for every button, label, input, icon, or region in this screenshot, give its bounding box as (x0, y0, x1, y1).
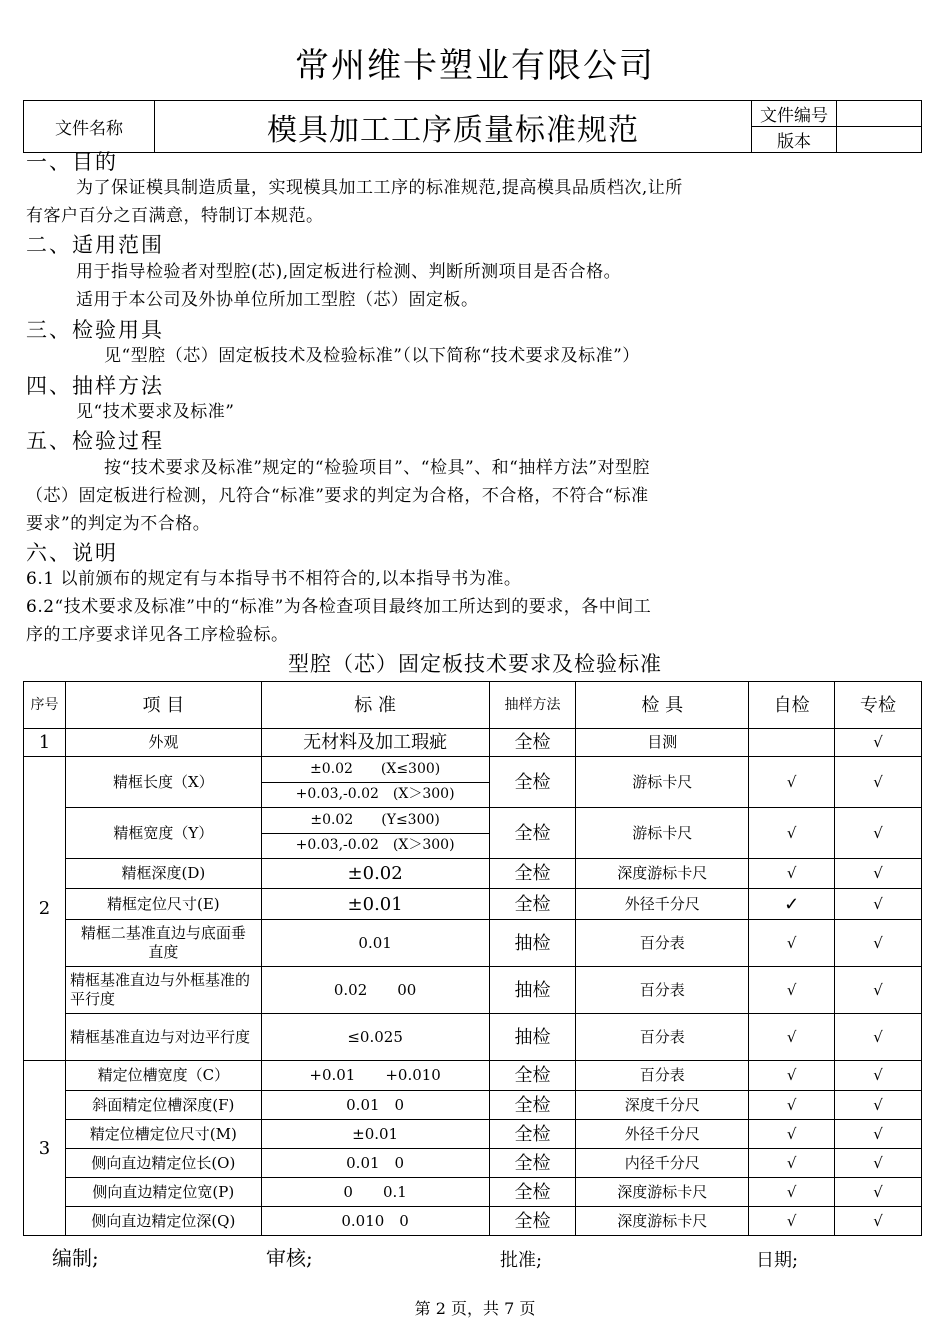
standard-line-2: +0.03,-0.02 (X＞300) (262, 782, 489, 808)
standard-cell: 0.01 0 (261, 1149, 489, 1178)
gauge-cell: 深度游标卡尺 (576, 859, 749, 889)
sampling-cell: 全检 (489, 1149, 576, 1178)
section-2-line-2: 适用于本公司及外协单位所加工型腔（芯）固定板。 (76, 290, 479, 310)
item-cell: 侧向直边精定位长(O) (65, 1149, 261, 1178)
file-name-label: 文件名称 (24, 101, 155, 153)
table-row (24, 729, 922, 757)
gauge-cell: 百分表 (576, 920, 749, 967)
item-cell: 精框基准直边与对边平行度 (65, 1014, 261, 1061)
standard-cell: 0.01 0 (261, 1091, 489, 1120)
special-check-cell: √ (835, 729, 922, 757)
section-1-line-1: 为了保证模具制造质量，实现模具加工工序的标准规范,提高模具品质档次,让所 (76, 178, 683, 198)
gauge-cell: 外径千分尺 (576, 889, 749, 920)
document-title: 模具加工工序质量标准规范 (155, 101, 752, 153)
section-5-line-1: 按“技术要求及标准”规定的“检验项目”、“检具”、和“抽样方法”对型腔 (104, 458, 651, 478)
gauge-cell: 游标卡尺 (576, 757, 749, 808)
standard-cell: 0 0.1 (261, 1178, 489, 1207)
special-check-cell: √ (835, 757, 922, 808)
header-sampling: 抽样方法 (489, 682, 576, 729)
doc-no-label: 文件编号 (752, 101, 837, 127)
version-value (837, 127, 922, 153)
section-6-line-1: 6.1 以前颁布的规定有与本指导书不相符合的,以本指导书为准。 (26, 569, 522, 589)
section-4-line-1: 见“技术要求及标准” (76, 402, 235, 422)
table-row (24, 889, 922, 920)
standard-cell (261, 757, 489, 808)
section-5-line-3: 要求”的判定为不合格。 (26, 514, 211, 534)
item-cell: 精定位槽定位尺寸(M) (65, 1120, 261, 1149)
gauge-cell: 深度游标卡尺 (576, 1178, 749, 1207)
sampling-cell: 抽检 (489, 1014, 576, 1061)
table-row (24, 859, 922, 889)
special-check-cell: √ (835, 1207, 922, 1236)
standard-line-2: +0.03,-0.02 (X＞300) (262, 833, 489, 859)
standard-cell: 无材料及加工瑕疵 (261, 729, 489, 757)
self-check-cell: √ (749, 1091, 835, 1120)
self-check-cell: √ (749, 920, 835, 967)
section-1-line-2: 有客户百分之百满意，特制订本规范。 (26, 206, 324, 226)
sampling-cell: 抽检 (489, 920, 576, 967)
standard-line-1: ±0.02 (Y≤300) (310, 811, 440, 828)
special-check-cell: √ (835, 1014, 922, 1061)
sampling-cell: 全检 (489, 1061, 576, 1091)
gauge-cell: 目测 (576, 729, 749, 757)
company-name: 常州维卡塑业有限公司 (295, 46, 655, 86)
item-cell: 精框基准直边与外框基准的平行度 (65, 967, 261, 1014)
table-row (24, 967, 922, 1014)
table-row (24, 1091, 922, 1120)
section-6-title: 六、说明 (26, 541, 118, 565)
sampling-cell: 全检 (489, 859, 576, 889)
special-check-cell: √ (835, 1061, 922, 1091)
item-cell: 斜面精定位槽深度(F) (65, 1091, 261, 1120)
special-check-cell: √ (835, 859, 922, 889)
standard-cell: 0.02 00 (261, 967, 489, 1014)
sampling-cell: 全检 (489, 1207, 576, 1236)
gauge-cell: 百分表 (576, 1061, 749, 1091)
header-seq: 序号 (24, 682, 66, 729)
special-check-cell: √ (835, 967, 922, 1014)
document-header-table (23, 100, 922, 153)
item-cell: 精框宽度（Y） (65, 808, 261, 859)
self-check-cell: √ (749, 1014, 835, 1061)
special-check-cell: √ (835, 920, 922, 967)
header-self-check: 自检 (749, 682, 835, 729)
special-check-cell: √ (835, 1120, 922, 1149)
prepared-by-label: 编制; (52, 1246, 99, 1270)
gauge-cell: 百分表 (576, 967, 749, 1014)
gauge-cell: 游标卡尺 (576, 808, 749, 859)
self-check-cell: √ (749, 859, 835, 889)
item-cell: 外观 (65, 729, 261, 757)
gauge-cell: 内径千分尺 (576, 1149, 749, 1178)
sampling-cell: 全检 (489, 757, 576, 808)
self-check-cell: ✓ (749, 889, 835, 920)
self-check-cell: √ (749, 1207, 835, 1236)
version-label: 版本 (752, 127, 837, 153)
section-5-line-2: （芯）固定板进行检测，凡符合“标准”要求的判定为合格，不合格，不符合“标准 (26, 486, 649, 506)
special-check-cell: √ (835, 1149, 922, 1178)
sampling-cell: 全检 (489, 1178, 576, 1207)
approved-by-label: 批准; (500, 1250, 543, 1271)
section-3-line-1: 见“型腔（芯）固定板技术及检验标准”（以下简称“技术要求及标准”） (104, 346, 640, 366)
self-check-cell: √ (749, 808, 835, 859)
header-standard: 标 准 (261, 682, 489, 729)
self-check-cell: √ (749, 1178, 835, 1207)
table-row (24, 1178, 922, 1207)
self-check-cell: √ (749, 1061, 835, 1091)
self-check-cell: √ (749, 1120, 835, 1149)
gauge-cell: 深度千分尺 (576, 1091, 749, 1120)
table-row (24, 920, 922, 967)
section-6-line-3: 序的工序要求详见各工序检验标。 (26, 625, 289, 645)
section-2-line-1: 用于指导检验者对型腔(芯),固定板进行检测、判断所测项目是否合格。 (76, 262, 622, 282)
standard-cell: ≤0.025 (261, 1014, 489, 1061)
table-row (24, 1014, 922, 1061)
section-3-title: 三、检验用具 (26, 318, 164, 342)
table-row (24, 1061, 922, 1091)
standard-cell: 0.010 0 (261, 1207, 489, 1236)
seq-cell: 1 (24, 729, 66, 757)
section-4-title: 四、抽样方法 (26, 374, 164, 398)
seq-cell: 3 (24, 1061, 66, 1236)
special-check-cell: √ (835, 1091, 922, 1120)
date-label: 日期; (756, 1250, 799, 1271)
self-check-cell: √ (749, 1149, 835, 1178)
doc-no-value (837, 101, 922, 127)
section-6-line-2: 6.2“技术要求及标准”中的“标准”为各检查项目最终加工所达到的要求，各中间工 (26, 597, 652, 617)
gauge-cell: 外径千分尺 (576, 1120, 749, 1149)
item-cell: 精定位槽宽度（C） (65, 1061, 261, 1091)
gauge-cell: 百分表 (576, 1014, 749, 1061)
standard-table-title: 型腔（芯）固定板技术要求及检验标准 (288, 652, 662, 676)
sampling-cell: 全检 (489, 1091, 576, 1120)
table-header-row (24, 682, 922, 729)
special-check-cell: √ (835, 889, 922, 920)
standard-cell: +0.01 +0.010 (261, 1061, 489, 1091)
table-row (24, 757, 922, 808)
self-check-cell: √ (749, 757, 835, 808)
sampling-cell: 全检 (489, 889, 576, 920)
item-cell: 精框长度（X） (65, 757, 261, 808)
reviewed-by-label: 审核; (266, 1246, 313, 1270)
sampling-cell: 全检 (489, 1120, 576, 1149)
item-cell: 侧向直边精定位宽(P) (65, 1178, 261, 1207)
sampling-cell: 全检 (489, 808, 576, 859)
self-check-cell: √ (749, 967, 835, 1014)
item-cell: 精框深度(D) (65, 859, 261, 889)
standard-cell: 0.01 (261, 920, 489, 967)
table-row (24, 1207, 922, 1236)
standard-cell: ±0.01 (261, 889, 489, 920)
self-check-cell (749, 729, 835, 757)
header-special-check: 专检 (835, 682, 922, 729)
standard-line-1: ±0.02 (X≤300) (309, 760, 441, 777)
item-cell: 精框定位尺寸(E) (65, 889, 261, 920)
section-5-title: 五、检验过程 (26, 429, 164, 453)
item-cell: 侧向直边精定位深(Q) (65, 1207, 261, 1236)
standard-cell: ±0.01 (261, 1120, 489, 1149)
standard-cell (261, 808, 489, 859)
table-row (24, 808, 922, 859)
table-row (24, 1120, 922, 1149)
section-1-title: 一、目的 (26, 150, 118, 174)
special-check-cell: √ (835, 808, 922, 859)
seq-cell: 2 (24, 757, 66, 1061)
sampling-cell: 全检 (489, 729, 576, 757)
item-cell: 精框二基准直边与底面垂直度 (65, 920, 261, 967)
standard-cell: ±0.02 (261, 859, 489, 889)
table-row (24, 1149, 922, 1178)
special-check-cell: √ (835, 1178, 922, 1207)
page-number: 第 2 页，共 7 页 (414, 1299, 536, 1318)
section-2-title: 二、适用范围 (26, 233, 164, 257)
inspection-standard-table (23, 681, 922, 1236)
gauge-cell: 深度游标卡尺 (576, 1207, 749, 1236)
header-item: 项 目 (65, 682, 261, 729)
sampling-cell: 抽检 (489, 967, 576, 1014)
header-gauge: 检 具 (576, 682, 749, 729)
